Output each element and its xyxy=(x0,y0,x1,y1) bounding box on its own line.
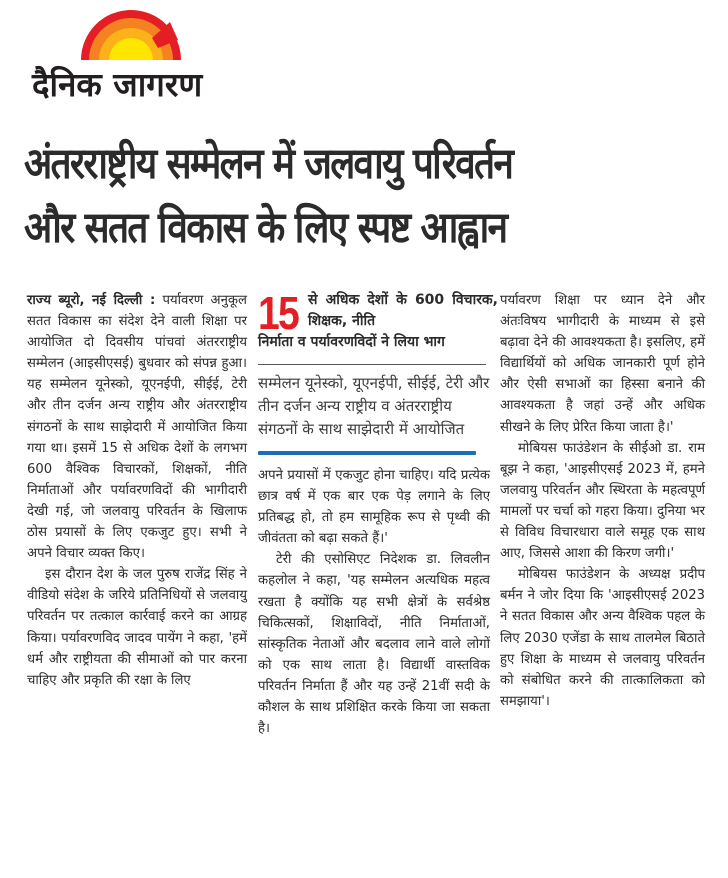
headline-line-1: अंतरराष्ट्रीय सम्मेलन में जलवायु परिवर्तन xyxy=(24,139,513,189)
fact-box xyxy=(258,287,498,358)
paragraph: मोबियस फाउंडेशन के सीईओ डा. राम बूझ ने कहा, 'आइसीएसई 2023 में, हमने जलवायु परिवर्तन और स्थिरता के महत्वपूर्ण मामलों पर चर्चा को गहरा किया। दुनिया भर से विविध विचारधारा वाले समूह एक साथ आए, जिससे आशा की किरण जगी।' xyxy=(500,440,705,562)
paragraph: टेरी की एसोसिएट निदेशक डा. लिवलीन कहलोल ने कहा, 'यह सम्मेलन अत्यधिक महत्व रखता है क्योंकि यह सभी क्षेत्रों के सर्वश्रेष्ठ चिकित्सकों, शिक्षाविदों, नीति निर्माताओं, सांस्कृतिक नेताओं और बदलाव लाने वाले लोगों को एक साथ लाता है। विद्यार्थी वास्तविक परिवर्तन निर्माता हैं और यह उन्हें 21वीं सदी के कौशल के साथ प्रशिक्षित करके किया जा सकता है। xyxy=(258,552,490,737)
paragraph: मोबियस फाउंडेशन के अध्यक्ष प्रदीप बर्मन ने जोर दिया कि 'आइसीएसई 2023 ने सतत विकास और अन्य वैश्विक पहल के लिए 2030 एजेंडा के साथ तालमेल बिठाते हुए शिक्षा के माध्यम से जलवायु परिवर्तन को संबोधित करने की तात्कालिकता को समझाया'। xyxy=(500,567,705,709)
blue-divider xyxy=(258,451,476,455)
fact-text: से अधिक देशों के 600 विचारक, शिक्षक, नीति xyxy=(308,292,498,329)
paragraph: इस दौरान देश के जल पुरुष राजेंद्र सिंह ने वीडियो संदेश के जरिये प्रतिनिधियों से जलवायु परिवर्तन पर तत्काल कार्रवाई करने का आग्रह किया। पर्यावरणविद जादव पायेंग ने कहा, 'हमें धर्म और राष्ट्रीयता की सीमाओं को पार करना चाहिए और प्रकृति की रक्षा के लिए xyxy=(27,567,247,688)
article-column-3 xyxy=(500,290,705,712)
rising-sun-icon xyxy=(78,8,184,60)
article-column-2 xyxy=(258,287,498,739)
paragraph: अपने प्रयासों में एकजुट होना चाहिए। यदि प्रत्येक छात्र वर्ष में एक बार एक पेड़ लगाने के लिए प्रतिबद्ध हो, तो हम सामूहिक रूप से पृथ्वी की जीवंतता को बढ़ा सकते हैं।' xyxy=(258,468,490,547)
fact-number: 15 xyxy=(258,287,299,339)
divider xyxy=(258,364,486,365)
deck-summary: सम्मेलन यूनेस्को, यूएनईपी, सीईई, टेरी और तीन दर्जन अन्य राष्ट्रीय व अंतरराष्ट्रीय संगठनों के साथ साझेदारी में आयोजित xyxy=(258,374,490,438)
masthead-logo xyxy=(30,8,230,103)
headline-line-2: और सतत विकास के लिए स्पष्ट आह्वान xyxy=(24,203,507,253)
article-column-1 xyxy=(27,290,247,691)
byline: राज्य ब्यूरो, नई दिल्ली : xyxy=(27,293,156,308)
headline xyxy=(24,132,617,260)
paragraph xyxy=(27,290,247,564)
masthead-name: दैनिक जागरण xyxy=(32,65,203,104)
paragraph-text: पर्यावरण अनुकूल सतत विकास का संदेश देने वाली शिक्षा पर आयोजित दो दिवसीय पांचवां अंतरराष्ट्रीय सम्मेलन (आइसीएसई) बुधवार को संपन्न हुआ। यह सम्मेलन यूनेस्को, यूएनईपी, सीईई, टेरी और तीन दर्जन अन्य राष्ट्रीय और अंतरराष्ट्रीय संगठनों के साथ साझेदारी में आयोजित किया गया था। इसमें 15 से अधिक देशों के लगभग 600 वैश्विक विचारकों, शिक्षकों, नीति निर्माताओं और पर्यावरणविदों की भागीदारी देखी गई, जो जलवायु परिवर्तन के खिलाफ ठोस प्रयासों के लिए एकजुट हुए। सभी ने अपने विचार व्यक्त किए। xyxy=(27,293,247,562)
fact-text-continued: निर्माता व पर्यावरणविदों ने लिया भाग xyxy=(258,334,445,350)
paragraph: पर्यावरण शिक्षा पर ध्यान देने और अंतःविषय भागीदारी के माध्यम से इसे बढ़ावा देने की आवश्यकता है। इसलिए, हमें विद्यार्थियों को अधिक जानकारी पूर्ण होने और ऐसी सभाओं का हिस्सा बनाने की आवश्यकता है जहां उन्हें और अधिक सीखने के लिए प्रेरित किया जाता है।' xyxy=(500,293,705,435)
